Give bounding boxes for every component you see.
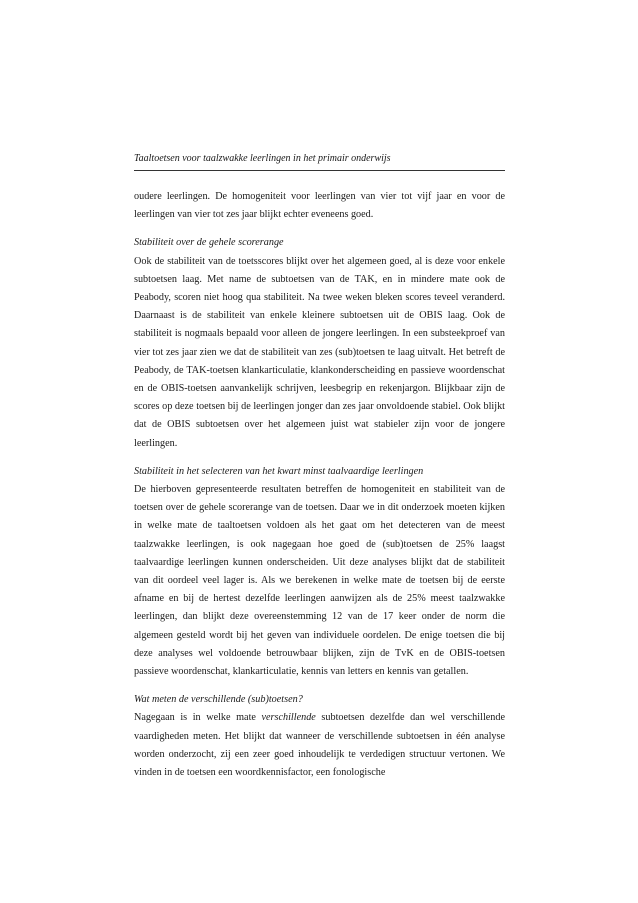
- paragraph-text-start: Nagegaan is in welke mate: [134, 712, 262, 724]
- section-paragraph: Ook de stabiliteit van de toetsscores blijkt over het algemeen goed, al is deze voor enkele subtoetsen laag. Met name de subtoetsen van de TAK, en in mindere mate ook de Peabody, scoren niet hoog qua stabiliteit. Na twee weken bleken scores teveel veranderd. Daarnaast is de stabiliteit van enkele kleinere subtoetsen uit de OBIS laag. Ook de stabiliteit is nogmaals bepaald voor alleen de jongere leerlingen. In een substeekproef van vier tot zes jaar zien we dat de stabiliteit van zes (sub)toetsen te laag uitvalt. Het betreft de Peabody, de TAK-toetsen klankarticulatie, klankonderscheiding en passieve woordenschat en de OBIS-toetsen aanvankelijk schrijven, leesbegrip en rekenjargon. Blijkbaar zijn de scores op deze toetsen bij de leerlingen jonger dan zes jaar onvoldoende stabiel. Ook blijkt dat de OBIS subtoetsen over het algemeen juist wat stabieler zijn voor de jongere leerlingen.: [134, 255, 505, 449]
- section-heading: Wat meten de verschillende (sub)toetsen?: [134, 694, 303, 706]
- section-heading: Stabiliteit over de gehele scorerange: [134, 237, 284, 249]
- section-heading: Stabiliteit in het selecteren van het kwart minst taalvaardige leerlingen: [134, 465, 424, 477]
- intro-paragraph: oudere leerlingen. De homogeniteit voor leerlingen van vier tot vijf jaar en voor de leerlingen van vier tot zes jaar blijkt echter eveneens goed.: [134, 191, 505, 221]
- running-header: Taaltoetsen voor taalzwakke leerlingen in het primair onderwijs: [134, 152, 505, 171]
- section-paragraph: [134, 709, 505, 782]
- paragraph-text-end: subtoetsen dezelfde dan wel verschillende vaardigheden meten. Het blijkt dat wanneer de verschillende subtoetsen in één analyse worden onderzocht, zij een zeer goed inhoudelijk te verdedigen structuur vertonen. We vinden in de toetsen een woordkennisfactor, een fonologische: [134, 712, 505, 779]
- section-stability-scorerange: [134, 234, 505, 452]
- document-page: [134, 152, 505, 782]
- section-stability-selection: [134, 463, 505, 681]
- section-what-measure: [134, 691, 505, 782]
- section-paragraph: De hierboven gepresenteerde resultaten betreffen de homogeniteit en stabiliteit van de toetsen over de gehele scorerange van de toetsen. Daar we in dit onderzoek moeten kijken in welke mate de taaltoetsen voldoen als het gaat om het detecteren van de meest taalzwakke leerlingen, is ook nagegaan hoe goed de (sub)toetsen de 25% laagst taalvaardige leerlingen kunnen onderscheiden. Uit deze analyses blijkt dat de stabiliteit van dit oordeel veel lager is. Als we berekenen in welke mate de toetsen bij de eerste afname en bij de hertest dezelfde leerlingen aanwijzen als de 25% meest taalzwakke leerlingen, dan blijkt deze overeenstemming 12 van de 17 keer onder de norm die algemeen gesteld wordt bij het geven van individuele oordelen. De enige toetsen die bij deze analyses wel voldoende betrouwbaar blijken, zijn de TvK en de OBIS-toetsen passieve woordenschat, klankarticulatie, kennis van letters en kennis van getallen.: [134, 484, 505, 678]
- emphasized-word: verschillende: [261, 712, 316, 724]
